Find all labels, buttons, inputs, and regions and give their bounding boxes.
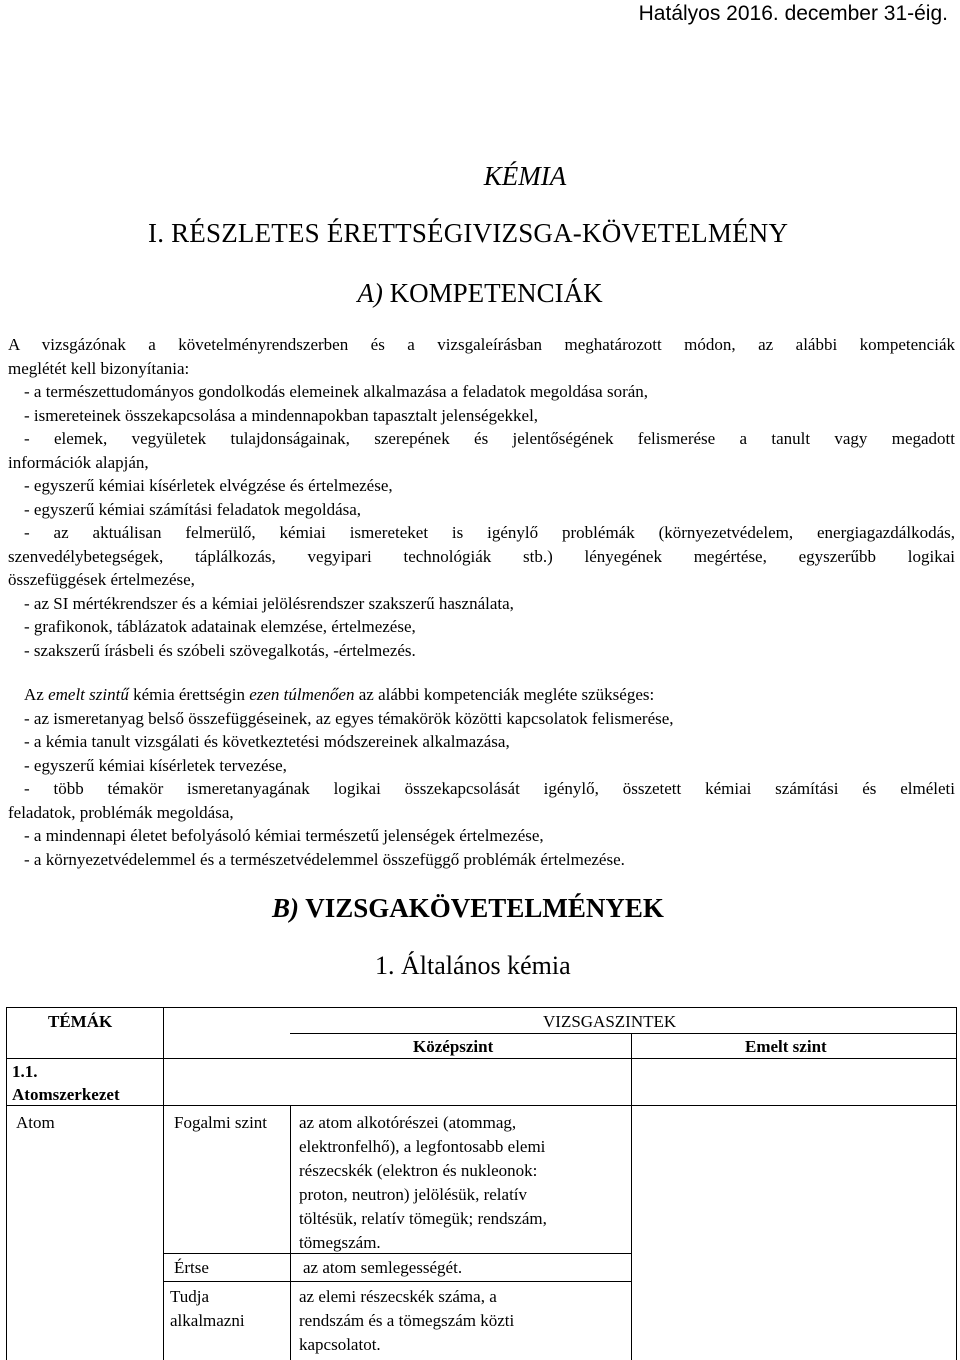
competency-item: - az aktuálisan felmerülő, kémiai ismereteket is igénylő problémák (környezetvédelem, energiagazdálkodás, — [24, 523, 955, 542]
competency-item-cont: szenvedélybetegségek, táplálkozás, vegyipari technológiák stb.) lényegének megértése, egyszerűbb logikai — [8, 546, 955, 566]
validity-note: Hatályos 2016. december 31-éig. — [638, 2, 948, 25]
advanced-item: - egyszerű kémiai kísérletek tervezése, — [24, 755, 287, 775]
competency-item-cont: információk alapján, — [8, 452, 149, 472]
part-b-heading — [272, 893, 664, 924]
document-title: KÉMIA — [483, 161, 567, 191]
competency-item: - ismereteinek összekapcsolása a mindennapokban tapasztalt jelenségekkel, — [24, 405, 539, 425]
content-line: az atom semlegességét. — [303, 1258, 463, 1277]
competency-item-cont: összefüggések értelmezése, — [8, 570, 195, 589]
part-a-letter: A) — [357, 278, 383, 308]
advanced-item: - az ismeretanyag belső összefüggéseinek, az egyes témakörök közötti kapcsolatok felismerése, — [24, 708, 674, 728]
advanced-intro-emph: ezen túlmenően — [249, 685, 355, 704]
requirement-type: Értse — [174, 1258, 209, 1277]
header-levels: VIZSGASZINTEK — [543, 1012, 677, 1031]
part-a-title: KOMPETENCIÁK — [389, 278, 603, 308]
advanced-item: - a kémia tanult vizsgálati és következtetési módszereinek alkalmazása, — [24, 732, 510, 751]
competencies-block — [8, 333, 955, 662]
advanced-intro-text: kémia érettségin — [128, 685, 250, 704]
competency-item: - a természettudományos gondolkodás elemeinek alkalmazása a feladatok megoldása során, — [24, 382, 649, 401]
table-border-left — [6, 1007, 7, 1360]
competency-item: - szakszerű írásbeli és szóbeli szövegalkotás, -értelmezés. — [24, 640, 416, 660]
competency-item: - egyszerű kémiai kísérletek elvégzése és értelmezése, — [24, 476, 393, 495]
requirement-type: Fogalmi szint — [174, 1113, 268, 1132]
middle-level-content — [303, 1256, 462, 1280]
header-middle-level: Középszint — [413, 1037, 494, 1056]
subsection-heading: 1. Általános kémia — [375, 951, 571, 980]
table-divider-row-atom — [6, 1105, 957, 1106]
topic-number: 1.1. — [12, 1062, 38, 1081]
topic-name: Atomszerkezet — [12, 1085, 120, 1104]
advanced-item: - több témakör ismeretanyagának logikai összekapcsolását igénylő, összetett kémiai számítási és elméleti — [24, 779, 955, 798]
part-a-heading — [0, 278, 960, 309]
content-line: elektronfelhő), a legfontosabb elemi — [299, 1137, 546, 1156]
advanced-intro-text: Az — [24, 685, 49, 704]
content-line: rendszám és a tömegszám közti — [299, 1311, 515, 1330]
intro-line: meglétét kell bizonyítania: — [8, 358, 190, 378]
part-b-letter: B) — [272, 893, 299, 923]
table-divider-row-tudja — [163, 1281, 631, 1282]
content-line: részecskék (elektron és nukleonok: — [299, 1161, 538, 1180]
table-border-right — [956, 1007, 957, 1360]
advanced-item: - a környezetvédelemmel és a természetvédelemmel összefüggő problémák értelmezése. — [24, 849, 625, 869]
table-divider-req-col — [290, 1105, 291, 1360]
content-line: tömegszám. — [299, 1233, 381, 1252]
table-divider-mid-adv — [631, 1033, 632, 1360]
middle-level-content — [299, 1111, 547, 1255]
content-line: kapcsolatot. — [299, 1335, 381, 1354]
section-title: I. RÉSZLETES ÉRETTSÉGIVIZSGA-KÖVETELMÉNY — [148, 218, 789, 248]
part-b-title: VIZSGAKÖVETELMÉNYEK — [305, 893, 664, 923]
requirement-type: Tudja alkalmazni — [170, 1287, 245, 1330]
content-line: töltésük, relatív tömegük; rendszám, — [299, 1209, 547, 1228]
competency-item: - elemek, vegyületek tulajdonságainak, szerepének és jelentőségének felismerése a tanult vagy megadott — [24, 429, 955, 448]
competency-item: - egyszerű kémiai számítási feladatok megoldása, — [24, 499, 362, 519]
middle-level-content — [299, 1285, 514, 1357]
table-border-top — [6, 1007, 957, 1008]
content-line: proton, neutron) jelölésük, relatív — [299, 1185, 528, 1204]
table-divider-topics — [163, 1007, 164, 1360]
intro-line: A vizsgázónak a követelményrendszerben és a vizsgaleírásban meghatározott módon, az alábbi kompetenciák — [8, 335, 955, 354]
content-line: az elemi részecskék száma, a — [299, 1287, 497, 1306]
advanced-block — [8, 683, 955, 871]
header-advanced-level: Emelt szint — [745, 1037, 827, 1056]
advanced-item: - a mindennapi életet befolyásoló kémiai természetű jelenségek értelmezése, — [24, 826, 544, 845]
row-topic-atom: Atom — [16, 1113, 55, 1132]
advanced-item-cont: feladatok, problémák megoldása, — [8, 802, 234, 822]
competency-item: - az SI mértékrendszer és a kémiai jelölésrendszer szakszerű használata, — [24, 593, 514, 613]
content-line: az atom alkotórészei (atommag, — [299, 1113, 517, 1132]
advanced-intro — [8, 683, 955, 707]
header-topics: TÉMÁK — [48, 1012, 113, 1031]
advanced-intro-text: az alábbi kompetenciák megléte szükséges: — [354, 685, 655, 704]
advanced-intro-emph: emelt szintű — [48, 685, 129, 704]
competency-item: - grafikonok, táblázatok adatainak elemzése, értelmezése, — [24, 617, 416, 636]
